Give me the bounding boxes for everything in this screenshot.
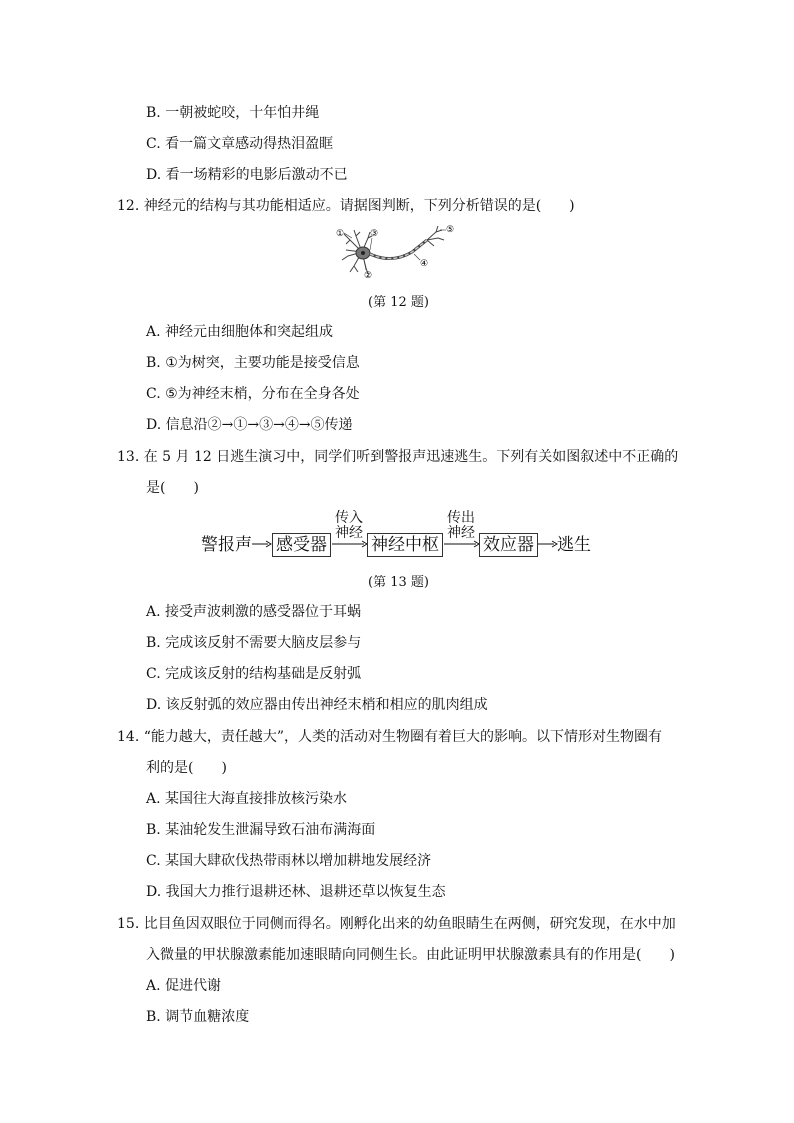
arrow-icon <box>538 537 558 551</box>
q13-option-c: C. 完成该反射的结构基础是反射弧 <box>146 666 362 682</box>
q12-option-d: D. 信息沿②→①→③→④→⑤传递 <box>146 417 353 433</box>
arrow-icon <box>252 537 272 551</box>
q14-stem-line2: 利的是( ) <box>146 760 227 776</box>
q12-option-b: B. ①为树突，主要功能是接受信息 <box>146 355 360 371</box>
flow-efferent-bottom: 神经 <box>447 525 475 541</box>
q12-stem: 12. 神经元的结构与其功能相适应。请据图判断，下列分析错误的是( ) <box>117 198 575 214</box>
q12-option-c: C. ⑤为神经末梢，分布在全身各处 <box>146 386 360 402</box>
q13-option-d: D. 该反射弧的效应器由传出神经末梢和相应的肌肉组成 <box>146 697 488 713</box>
arrow-icon <box>444 537 480 551</box>
flow-effector-box: 效应器 <box>479 533 538 557</box>
flow-efferent-top: 传出 <box>447 510 475 526</box>
q13-option-b: B. 完成该反射不需要大脑皮层参与 <box>146 635 362 651</box>
flow-start: 警报声 <box>201 535 252 555</box>
q15-option-a: A. 促进代谢 <box>146 978 222 994</box>
q14-option-b: B. 某油轮发生泄漏导致石油布满海面 <box>146 822 376 838</box>
q13-option-a: A. 接受声波刺激的感受器位于耳蜗 <box>146 604 362 620</box>
label-3: ③ <box>370 229 379 239</box>
q11-option-b: B. 一朝被蛇咬，十年怕井绳 <box>146 105 320 121</box>
q11-option-c: C. 看一篇文章感动得热泪盈眶 <box>146 136 334 152</box>
q13-stem-line2: 是( ) <box>146 480 199 496</box>
label-5: ⑤ <box>446 225 455 235</box>
q13-caption: (第 13 题) <box>368 575 429 590</box>
flow-end: 逃生 <box>557 535 591 555</box>
q14-stem-line1: 14. “能力越大，责任越大”，人类的活动对生物圈有着巨大的影响。以下情形对生物圈有 <box>117 729 663 745</box>
flow-receptor-box: 感受器 <box>272 533 331 557</box>
label-4: ④ <box>420 259 429 269</box>
label-2: ② <box>364 271 373 281</box>
arrow-icon <box>332 537 368 551</box>
flow-center-box: 神经中枢 <box>367 533 443 557</box>
q14-option-d: D. 我国大力推行退耕还林、退耕还草以恢复生态 <box>146 884 446 900</box>
q11-option-d: D. 看一场精彩的电影后激动不已 <box>146 167 348 183</box>
q13-stem-line1: 13. 在 5 月 12 日逃生演习中，同学们听到警报声迅速逃生。下列有关如图叙述中不正确的 <box>117 449 679 465</box>
q14-option-c: C. 某国大肆砍伐热带雨林以增加耕地发展经济 <box>146 853 432 869</box>
q15-option-b: B. 调节血糖浓度 <box>146 1009 250 1025</box>
neuron-figure <box>332 222 462 282</box>
q15-stem-line1: 15. 比目鱼因双眼位于同侧而得名。刚孵化出来的幼鱼眼睛生在两侧，研究发现，在水中加 <box>117 916 676 932</box>
label-1: ① <box>336 229 345 239</box>
flow-afferent-top: 传入 <box>335 510 363 526</box>
q14-option-a: A. 某国往大海直接排放核污染水 <box>146 791 348 807</box>
q12-option-a: A. 神经元由细胞体和突起组成 <box>146 324 334 340</box>
flow-afferent-bottom: 神经 <box>335 525 363 541</box>
q12-caption: (第 12 题) <box>368 295 429 310</box>
q15-stem-line2: 入微量的甲状腺激素能加速眼睛向同侧生长。由此证明甲状腺激素具有的作用是( ) <box>146 947 675 963</box>
